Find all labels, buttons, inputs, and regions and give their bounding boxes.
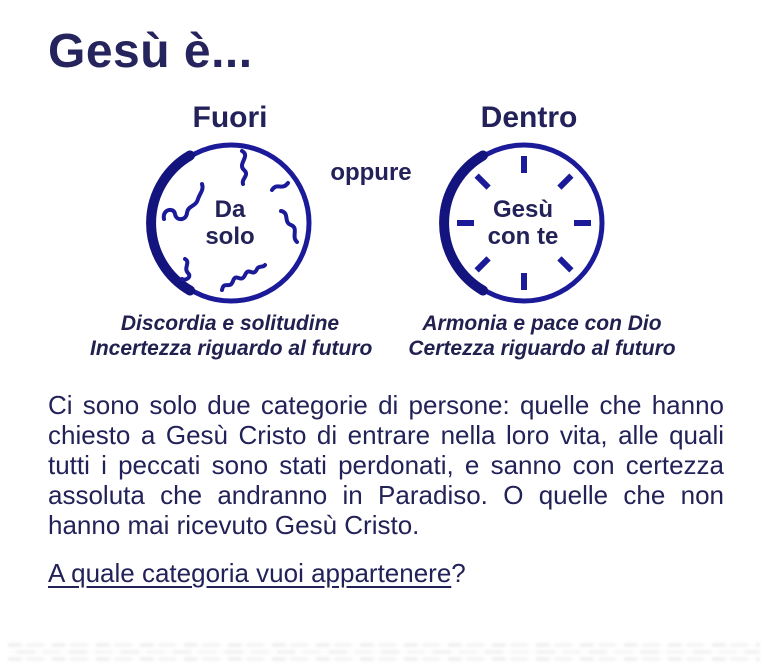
outside-heading: Fuori [192,101,268,134]
outside-caption-line2: Incertezza riguardo al futuro [90,337,373,360]
outside-caption-line1: Discordia e solitudine [120,312,340,335]
page-title: Gesù è... [48,25,253,78]
inside-circle-line2: con te [487,223,559,250]
inside-caption-line1: Armonia e pace con Dio [422,312,662,335]
question-mark: ? [451,558,466,588]
faded-text-row [8,657,760,661]
inside-section [392,100,692,361]
inside-caption [392,311,692,361]
inside-circle [438,138,608,308]
question-text: A quale categoria vuoi appartenere [48,558,452,588]
faded-text-row [8,650,760,654]
rays-circle-icon [438,138,608,308]
inside-caption-line2: Certezza riguardo al futuro [408,337,676,360]
outside-circle [145,138,315,308]
outside-caption [90,311,373,361]
faded-text-row [8,643,760,647]
faded-bottom-text [8,640,760,664]
or-label: oppure [330,159,412,186]
inside-heading: Dentro [480,101,578,134]
squiggles-circle-icon [145,138,315,308]
outside-circle-line1: Da [214,196,246,223]
inside-circle-line1: Gesù [492,196,554,223]
outside-circle-line2: solo [205,223,255,250]
body-paragraph: Ci sono solo due categorie di persone: quelle che hanno chiesto a Gesù Cristo di entrare nella loro vita, alle quali tutti i peccati sono stati perdonati, e sanno con certezza assoluta che andranno in Paradiso. O quelle che non hanno mai ricevuto Gesù Cristo. [48,390,724,540]
question-line [48,557,466,589]
